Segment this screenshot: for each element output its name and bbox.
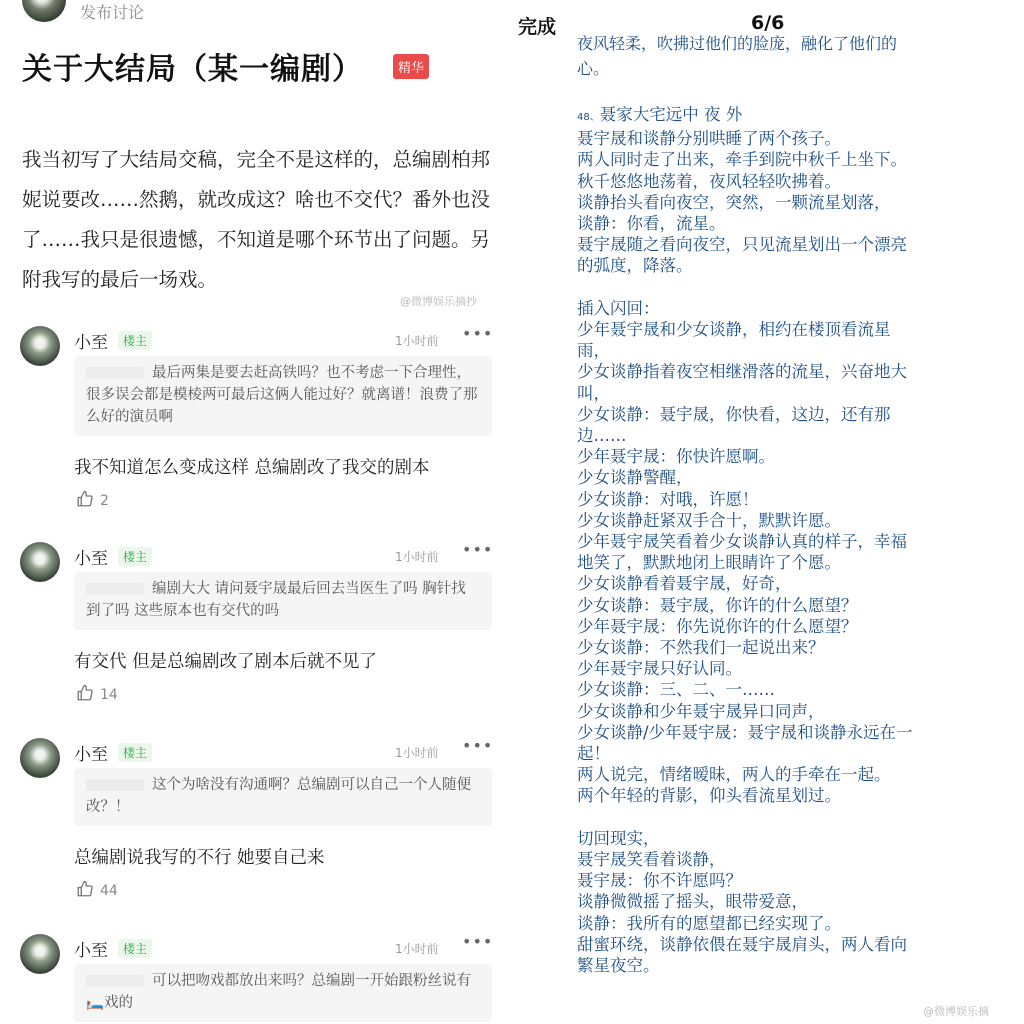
top-bar <box>0 0 510 22</box>
thumbs-up-icon <box>76 880 94 898</box>
script-line: 少女谈静：聂宇晟，你快看，这边，还有那 <box>577 404 891 424</box>
script-line: 少女谈静/少年聂宇晟：聂宇晟和谈静永远在一 <box>577 722 913 742</box>
avatar[interactable] <box>22 0 66 22</box>
script-line: 少年聂宇晟：你先说你许的什么愿望？ <box>577 616 858 636</box>
script-line: 少女谈静赶紧双手合十，默默许愿。 <box>577 510 841 530</box>
blurred-username <box>86 583 144 595</box>
script-line: 心。 <box>577 59 610 78</box>
script-line: 的弧度，降落。 <box>577 256 693 276</box>
comment-reply-text: 我不知道怎么变成这样 总编剧改了我交的剧本 <box>74 458 430 478</box>
script-line: 少年聂宇晟只好认同。 <box>577 659 742 679</box>
script-line: 边…… <box>577 426 627 446</box>
script-line: 聂宇晟随之看向夜空，只见流星划出一个漂亮 <box>577 235 907 255</box>
owner-badge: 楼主 <box>118 939 152 958</box>
quoted-comment[interactable] <box>74 572 492 630</box>
scene-heading <box>577 104 1017 128</box>
avatar[interactable] <box>20 326 60 366</box>
script-viewer-panel <box>513 0 1024 1024</box>
script-line: 谈静：你看，流星。 <box>577 214 726 234</box>
blurred-username <box>86 367 144 379</box>
commenter-name[interactable]: 小至 <box>74 333 108 353</box>
scene-number: 48、 <box>577 112 600 123</box>
like-count: 44 <box>100 883 118 899</box>
more-options-icon[interactable]: ••• <box>462 540 494 559</box>
script-line: 秋千悠悠地荡着，夜风轻轻吹拂着。 <box>577 171 841 191</box>
script-line: 两人说完，情绪暧昧，两人的手牵在一起。 <box>577 765 891 785</box>
done-button[interactable]: 完成 <box>518 16 557 38</box>
script-line: 插入闪回： <box>577 298 660 318</box>
avatar[interactable] <box>20 542 60 582</box>
comment-reply-text: 有交代 但是总编剧改了剧本后就不见了 <box>74 652 378 672</box>
commenter-name[interactable]: 小至 <box>74 941 108 961</box>
quoted-comment[interactable] <box>74 964 492 1022</box>
script-line: 少年聂宇晟：你快许愿啊。 <box>577 447 775 467</box>
script-line: 少年聂宇晟和少女谈静，相约在楼顶看流星 <box>577 320 891 340</box>
commenter-name[interactable]: 小至 <box>74 745 108 765</box>
script-line: 两人同时走了出来，牵手到院中秋千上坐下。 <box>577 150 907 170</box>
script-line: 切回现实， <box>577 828 660 848</box>
script-line: 叫， <box>577 383 610 403</box>
like-button[interactable] <box>76 684 118 703</box>
script-line: 两个年轻的背影，仰头看流星划过。 <box>577 786 841 806</box>
script-line: 起！ <box>577 744 610 764</box>
script-line: 少女谈静指着夜空相继滑落的流星，兴奋地大 <box>577 362 907 382</box>
more-options-icon[interactable]: ••• <box>462 932 494 951</box>
blurred-username <box>86 779 144 791</box>
script-line: 少女谈静：三、二、一…… <box>577 680 775 700</box>
like-button[interactable] <box>76 490 109 509</box>
script-line: 谈静：我所有的愿望都已经实现了。 <box>577 913 841 933</box>
script-line: 少女谈静：不然我们一起说出来？ <box>577 638 825 658</box>
owner-badge: 楼主 <box>118 547 152 566</box>
script-line: 少女谈静：聂宇晟，你许的什么愿望？ <box>577 595 858 615</box>
owner-badge: 楼主 <box>118 743 152 762</box>
quoted-text: 最后两集是要去赶高铁吗？也不考虑一下合理性，很多误会都是模棱两可最后这俩人能过好？就离谱！浪费了那么好的演员啊 <box>86 365 478 425</box>
comment-time: 1小时前 <box>395 746 439 760</box>
script-line: 聂宇晟：你不许愿吗？ <box>577 871 742 891</box>
post-body: 我当初写了大结局交稿，完全不是这样的，总编剧柏邦妮说要改……然鹅，就改成这？啥也不交代？番外也没了……我只是很遗憾，不知道是哪个环节出了问题。另附我写的最后一场戏。 <box>22 148 491 291</box>
scene-heading-text: 聂家大宅远中 夜 外 <box>599 105 743 124</box>
featured-badge: 精华 <box>393 54 429 79</box>
forum-post-panel <box>0 0 510 1024</box>
script-line: 雨， <box>577 341 610 361</box>
avatar[interactable] <box>20 738 60 778</box>
watermark: @微博娱乐摘 <box>923 1005 989 1018</box>
script-line: 聂宇晟和谈静分别哄睡了两个孩子。 <box>577 129 841 149</box>
like-count: 2 <box>100 493 109 509</box>
quoted-comment[interactable] <box>74 768 492 826</box>
like-count: 14 <box>100 687 118 703</box>
script-line: 谈静微微摇了摇头，眼带爱意， <box>577 892 808 912</box>
script-block <box>577 128 1017 276</box>
blurred-username <box>86 975 144 987</box>
script-previous-text <box>577 34 1007 80</box>
script-line: 地笑了，默默地闭上眼睛许了个愿。 <box>577 553 841 573</box>
comment-reply-text: 总编剧说我写的不行 她要自己来 <box>74 848 325 868</box>
post-category-label[interactable]: 发布讨论 <box>80 3 145 22</box>
comment-time: 1小时前 <box>395 942 439 956</box>
page-indicator: 6/6 <box>751 12 785 34</box>
script-line: 少女谈静和少年聂宇晟异口同声， <box>577 701 825 721</box>
like-button[interactable] <box>76 880 118 899</box>
avatar[interactable] <box>20 934 60 974</box>
quoted-text: 可以把吻戏都放出来吗？总编剧一开始跟粉丝说有🛏️戏的 <box>86 973 471 1011</box>
script-block <box>577 828 1017 976</box>
quoted-text: 编剧大大 请问聂宇晟最后回去当医生了吗 胸针找到了吗 这些原本也有交代的吗 <box>86 581 466 619</box>
more-options-icon[interactable]: ••• <box>462 324 494 343</box>
owner-badge: 楼主 <box>118 331 152 350</box>
script-line: 少年聂宇晟笑看着少女谈静认真的样子，幸福 <box>577 532 907 552</box>
script-line: 夜风轻柔，吹拂过他们的脸庞，融化了他们的 <box>577 34 898 53</box>
quoted-text: 这个为啥没有沟通啊？总编剧可以自己一个人随便改？！ <box>86 777 471 815</box>
thumbs-up-icon <box>76 490 94 508</box>
thumbs-up-icon <box>76 684 94 702</box>
script-page <box>577 104 1017 976</box>
script-line: 繁星夜空。 <box>577 956 660 976</box>
script-line: 少女谈静看着聂宇晟，好奇， <box>577 574 792 594</box>
script-line: 甜蜜环绕，谈静依偎在聂宇晟肩头，两人看向 <box>577 934 907 954</box>
script-line: 谈静抬头看向夜空，突然，一颗流星划落， <box>577 192 891 212</box>
script-block <box>577 298 1017 807</box>
script-line: 聂宇晟笑看着谈静， <box>577 850 726 870</box>
page-title: 关于大结局（某一编剧） <box>22 52 363 87</box>
script-line: 少女谈静警醒， <box>577 468 693 488</box>
commenter-name[interactable]: 小至 <box>74 549 108 569</box>
comment-time: 1小时前 <box>395 550 439 564</box>
comment-time: 1小时前 <box>395 334 439 348</box>
script-line: 少女谈静：对哦，许愿！ <box>577 489 759 509</box>
watermark: @微博娱乐摘抄 <box>400 295 477 308</box>
more-options-icon[interactable]: ••• <box>462 736 494 755</box>
quoted-comment[interactable] <box>74 356 492 436</box>
cropped-line <box>577 34 1007 55</box>
